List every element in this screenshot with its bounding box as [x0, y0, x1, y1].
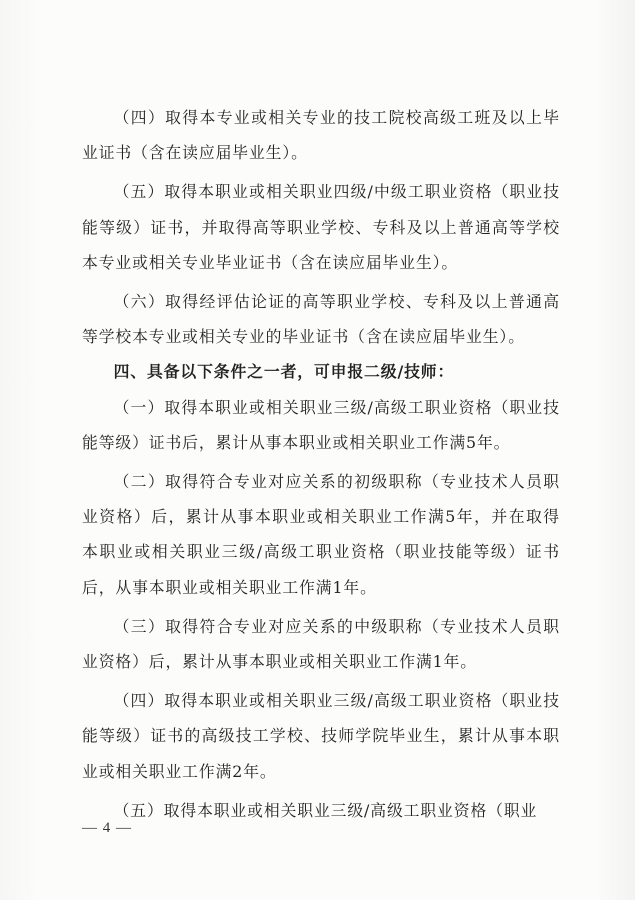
paragraph-item-4-technical-school: （四）取得本专业或相关专业的技工院校高级工班及以上毕业证书（含在读应届毕业生）。: [82, 108, 560, 163]
paragraph-item-3-intermediate-title: （三）取得符合专业对应关系的中级职称（专业技术人员职业资格）后，累计从事本职业或相关职业工作满1年。: [82, 616, 560, 672]
paragraph-item-6-evaluated-degree: （六）取得经评估论证的高等职业学校、专科及以上普通高等学校本专业或相关专业的毕业证书（含在读应届毕业生）。: [82, 292, 560, 347]
paragraph-item-1-level3-five-years: （一）取得本职业或相关职业三级/高级工职业资格（职业技能等级）证书后，累计从事本职业或相关职业工作满5年。: [82, 397, 560, 452]
document-body: [82, 100, 560, 828]
paragraph-item-5-level3-certificate: （五）取得本职业或相关职业三级/高级工职业资格（职业: [113, 800, 538, 820]
paragraph-item-4-senior-technical-graduate: （四）取得本职业或相关职业三级/高级工职业资格（职业技能等级）证书的高级技工学校、技师学院毕业生，累计从事本职业或相关职业工作满2年。: [82, 691, 560, 781]
paragraph-item-2-junior-title: （二）取得符合专业对应关系的初级职称（专业技术人员职业资格）后，累计从事本职业或相关职业工作满5年，并在取得本职业或相关职业三级/高级工职业资格（职业技能等级）证书后，从事本职业或相关职业工作满1年。: [82, 472, 560, 597]
section-heading-level2-technician: 四、具备以下条件之一者，可申报二级/技师：: [113, 362, 455, 382]
paragraph-item-5-level4-certificate: （五）取得本职业或相关职业四级/中级工职业资格（职业技能等级）证书，并取得高等职业学校、专科及以上普通高等学校本专业或相关专业毕业证书（含在读应届毕业生）。: [82, 182, 560, 272]
page-number: — 4 —: [82, 820, 132, 836]
